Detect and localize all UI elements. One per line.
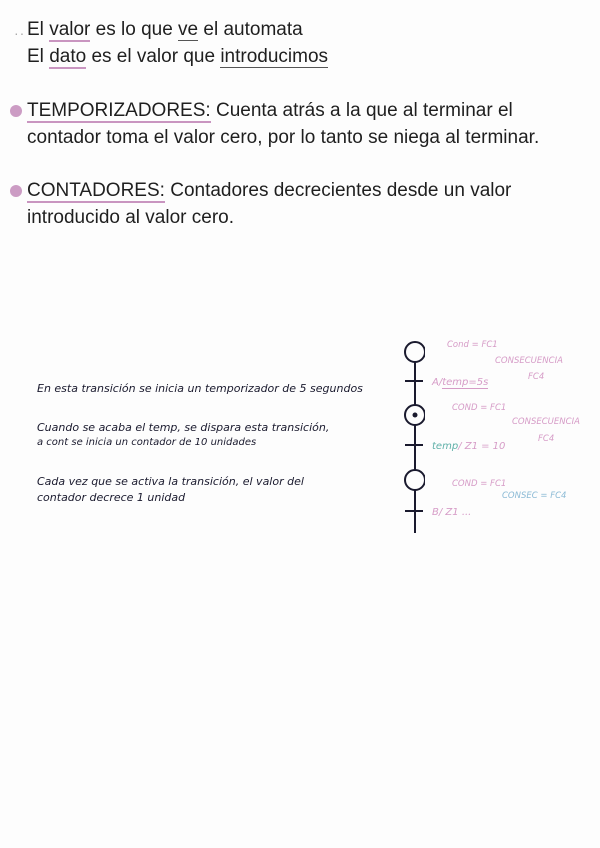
term-ve: ve	[178, 19, 199, 40]
term-dato: dato	[49, 46, 87, 67]
action-3	[432, 507, 471, 518]
text: Contadores decrecientes desde un valor	[164, 180, 512, 201]
step-1-circle	[405, 342, 425, 362]
consecuencia-2: CONSECUENCIA	[512, 417, 580, 427]
term-temporizadores: TEMPORIZADORES:	[27, 100, 211, 121]
text: A/	[432, 377, 443, 388]
note-transicion-line-2: a cont se inicia un contador de 10 unidades	[37, 437, 257, 448]
bullet-icon	[10, 185, 22, 197]
bullet-icon	[10, 105, 22, 117]
contadores-line-1	[27, 178, 511, 204]
text: B	[432, 507, 439, 518]
note-temporizador: En esta transición se inicia un temporizador de 5 segundos	[37, 382, 363, 395]
cond-1: Cond = FC1	[447, 340, 498, 350]
cond-3: COND = FC1	[452, 479, 507, 489]
action-1	[432, 377, 488, 388]
temporizadores-line-1	[27, 98, 513, 124]
text: es lo que	[90, 19, 179, 40]
text: El	[27, 19, 50, 40]
consecuencia-3: CONSEC = FC4	[502, 491, 567, 501]
consecuencia-1: CONSECUENCIA	[495, 356, 563, 366]
intro-line-1	[27, 17, 303, 43]
term-valor: valor	[49, 19, 91, 40]
temporizadores-line-2: contador toma el valor cero, por lo tanto se niega al terminar.	[27, 127, 540, 148]
cond-2: COND = FC1	[452, 403, 507, 413]
term-contadores: CONTADORES:	[27, 180, 165, 201]
decorative-dots: ··	[14, 25, 26, 41]
note-transicion-line-1: Cuando se acaba el temp, se dispara esta transición,	[37, 421, 330, 434]
step-3-circle	[405, 470, 425, 490]
term-introducimos: introducimos	[220, 46, 329, 67]
consecuencia-2-value: FC4	[538, 434, 555, 444]
text: El	[27, 46, 50, 67]
text: es el valor que	[86, 46, 221, 67]
text: temp=5s	[442, 377, 489, 388]
step-2-token	[413, 413, 418, 418]
text: Cuenta atrás a la que al terminar el	[210, 100, 513, 121]
action-2	[432, 441, 505, 452]
note-contador-line-2: contador decrece 1 unidad	[37, 491, 186, 504]
consecuencia-1-value: FC4	[528, 372, 545, 382]
contadores-line-2: introducido al valor cero.	[27, 207, 234, 228]
text: / Z1 = 10	[458, 441, 506, 452]
grafcet-diagram	[395, 335, 425, 535]
intro-line-2	[27, 44, 328, 70]
text: el automata	[198, 19, 303, 40]
text: temp	[432, 441, 459, 452]
note-contador-line-1: Cada vez que se activa la transición, el valor del	[37, 475, 304, 488]
text: / Z1 ...	[438, 507, 472, 518]
